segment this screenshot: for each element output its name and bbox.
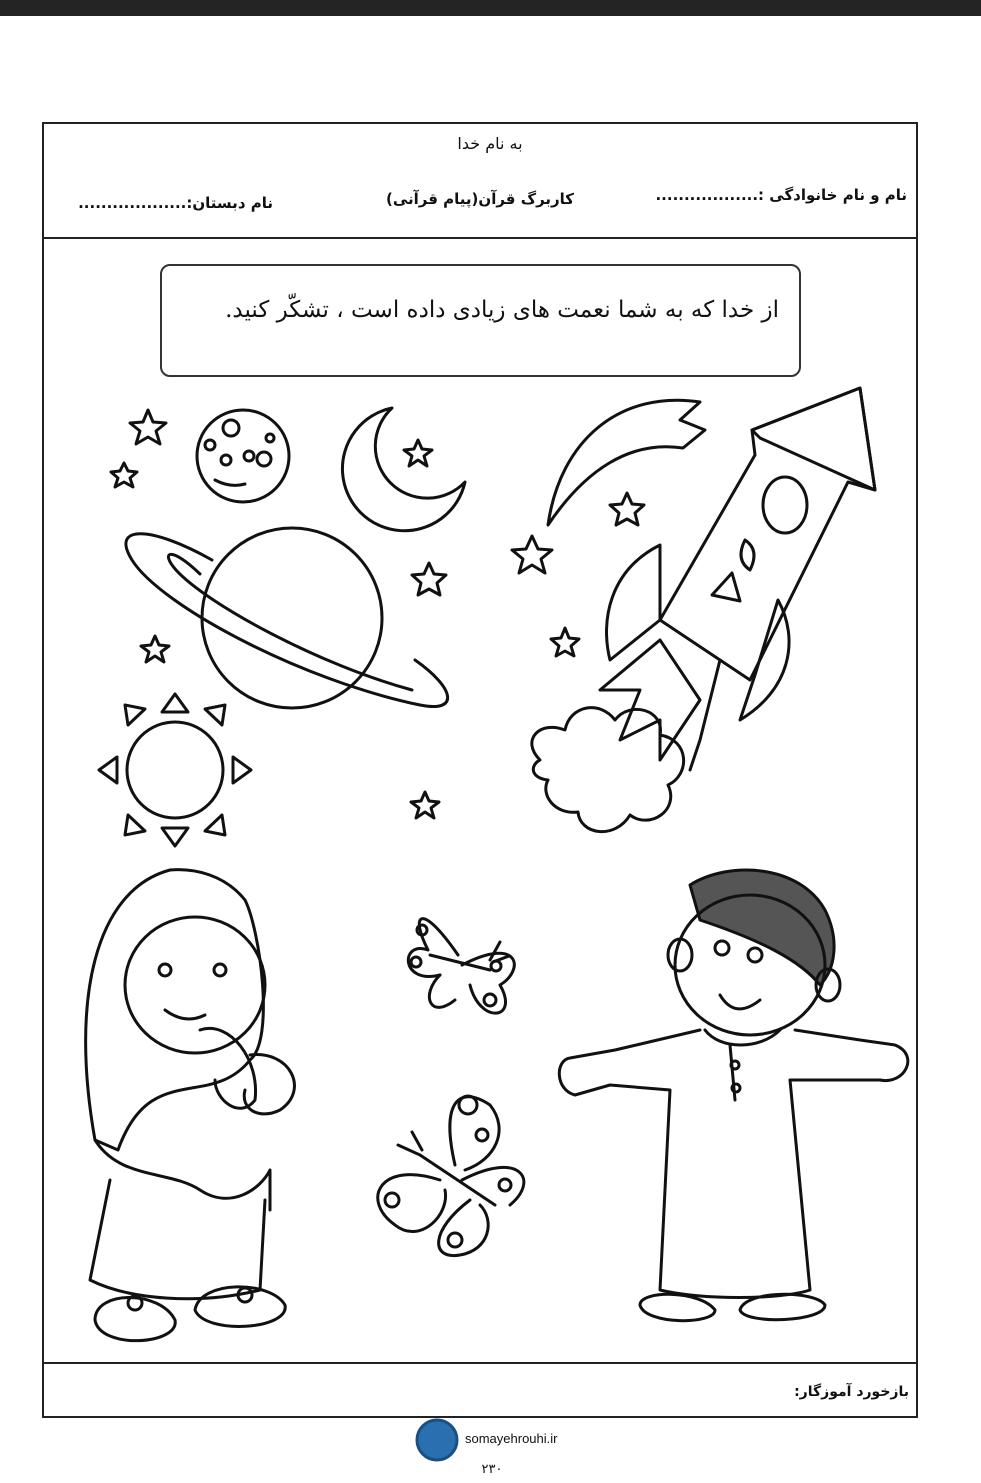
basmala-heading: به نام خدا: [457, 134, 523, 153]
saturn-planet-icon: [126, 528, 448, 708]
page-number: ۲۳۰: [481, 1462, 503, 1477]
girl-in-hijab-icon: [86, 870, 295, 1341]
smiling-boy-icon: [559, 870, 908, 1321]
comet-icon: [548, 400, 705, 525]
student-name-field: نام و نام خانوادگی :..................: [655, 186, 907, 204]
site-logo-icon: [417, 1420, 457, 1460]
crescent-moon-icon: [342, 408, 465, 531]
teacher-feedback-label: بازخورد آموزگار:: [794, 1384, 909, 1400]
cloud-icon: [532, 708, 684, 832]
moon-planet-icon: [197, 410, 289, 502]
website-link[interactable]: somayehrouhi.ir: [465, 1431, 558, 1446]
instruction-text: از خدا که به شما نعمت های زیادی داده است ، تشکّر کنید.: [225, 297, 779, 323]
sun-icon: [99, 694, 251, 846]
rocket-icon: [600, 388, 875, 770]
worksheet-title: کاربرگ قرآن(پیام قرآنی): [385, 190, 575, 208]
school-name-field: نام دبستان:...................: [78, 194, 273, 212]
butterfly-bottom-icon: [378, 1096, 524, 1256]
butterfly-top-icon: [408, 919, 514, 1014]
